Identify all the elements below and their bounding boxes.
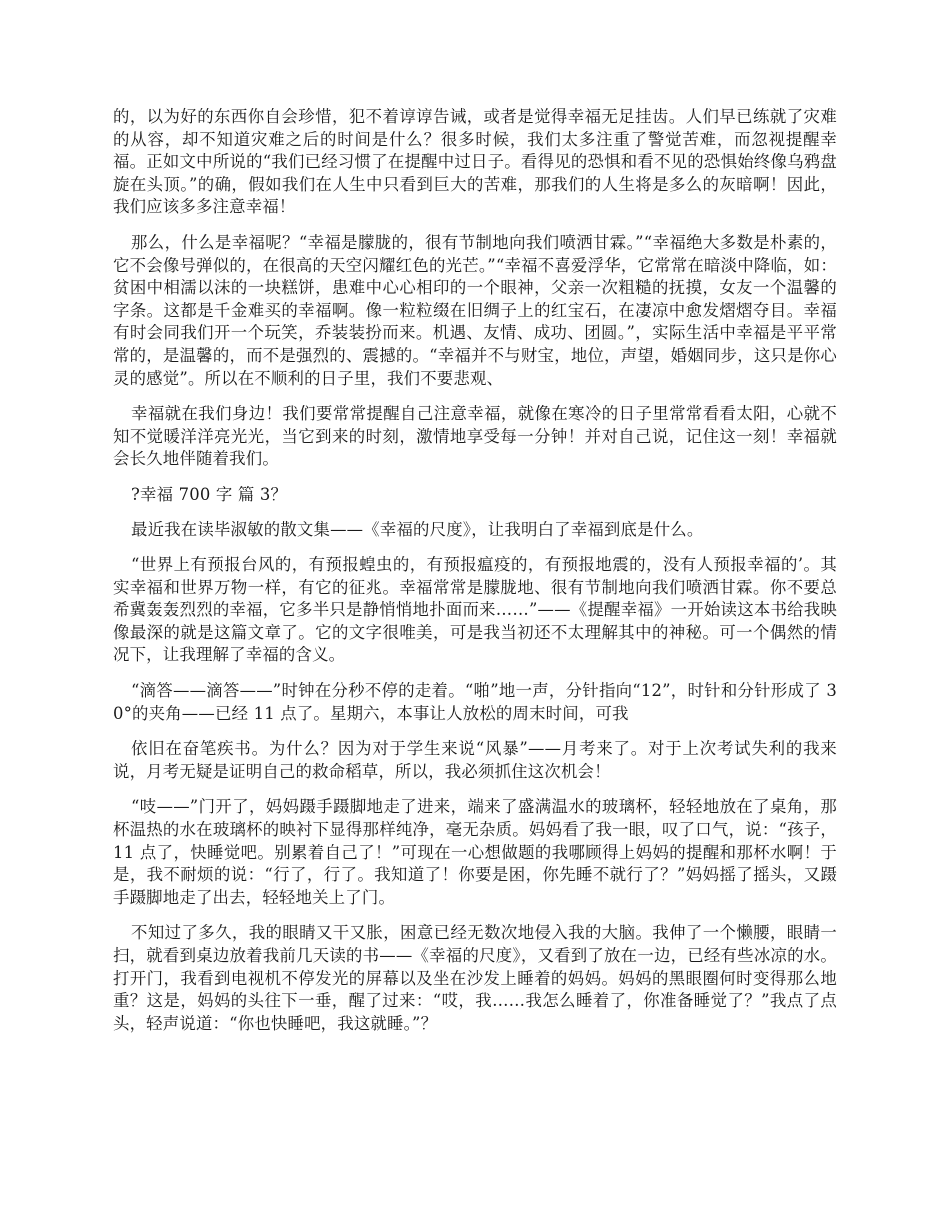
paragraph-8: “吱——”门开了，妈妈蹑手蹑脚地走了进来，端来了盛满温水的玻璃杯，轻轻地放在了桌角，那杯温热的水在玻璃杯的映衬下显得那样纯净，毫无杂质。妈妈看了我一眼，叹了口气，说：“孩子，11 点了，快睡觉吧。别累着自己了！”可现在一心想做题的我哪顾得上妈妈的提醒和那杯水啊！于是，我不耐烦的说：“行了，行了。我知道了！你要是困，你先睡不就行了？”妈妈摇了摇头，又蹑手蹑脚地走了出去，轻轻地关上了门。	[113, 797, 837, 907]
paragraph-2: 那么，什么是幸福呢？“幸福是朦胧的，很有节制地向我们喷洒甘霖。”“幸福绝大多数是朴素的，它不会像号弹似的，在很高的天空闪耀红色的光芒。”“幸福不喜爱浮华，它常常在暗淡中降临，如：贫困中相濡以沫的一块糕饼，患难中心心相印的一个眼神，父亲一次粗糙的抚摸，女友一个温馨的字条。这都是千金难买的幸福啊。像一粒粒缀在旧绸子上的红宝石，在凄凉中愈发熠熠夺目。幸福有时会同我们开一个玩笑，乔装装扮而来。机遇、友情、成功、团圆。”，实际生活中幸福是平平常常的，是温馨的，而不是强烈的、震撼的。“幸福并不与财宝，地位，声望，婚姻同步，这只是你心灵的感觉”。所以在不顺利的日子里，我们不要悲观、	[113, 232, 837, 388]
section-heading: ?幸福 700 字 篇 3？	[131, 484, 288, 504]
paragraph-1: 的，以为好的东西你自会珍惜，犯不着谆谆告诫，或者是觉得幸福无足挂齿。人们早已练就了灾难的从容，却不知道灾难之后的时间是什么？很多时候，我们太多注重了警觉苦难，而忽视提醒幸福。正如文中所说的“我们已经习惯了在提醒中过日子。看得见的恐惧和看不见的恐惧始终像乌鸦盘旋在头顶。”的确，假如我们在人生中只看到巨大的苦难，那我们的人生将是多么的灰暗啊！因此，我们应该多多注意幸福！	[113, 107, 837, 217]
paragraph-6: “滴答——滴答——”时钟在分秒不停的走着。“啪”地一声，分针指向“12”，时针和分针形成了 30°的夹角——已经 11 点了。星期六，本事让人放松的周末时间，可我	[113, 681, 837, 723]
paragraph-9: 不知过了多久，我的眼睛又干又胀，困意已经无数次地侵入我的大脑。我伸了一个懒腰，眼睛一扫，就看到桌边放着我前几天读的书——《幸福的尺度》，又看到了放在一边，已经有些冰凉的水。打开门，我看到电视机不停发光的屏幕以及坐在沙发上睡着的妈妈。妈妈的黑眼圈何时变得那么地重？这是，妈妈的头往下一垂，醒了过来：“哎，我……我怎么睡着了，你准备睡觉了？”我点了点头，轻声说道：“你也快睡吧，我这就睡。”？	[113, 923, 837, 1033]
document-body	[113, 106, 837, 1048]
paragraph-4: 最近我在读毕淑敏的散文集——《幸福的尺度》，让我明白了幸福到底是什么。	[131, 519, 704, 539]
paragraph-3: 幸福就在我们身边！我们要常常提醒自己注意幸福，就像在寒冷的日子里常常看看太阳，心就不知不觉暖洋洋亮光光，当它到来的时刻，激情地享受每一分钟！并对自己说，记住这一刻！幸福就会长久地伴随着我们。	[113, 404, 837, 469]
paragraph-5: “世界上有预报台风的，有预报蝗虫的，有预报瘟疫的，有预报地震的，没有人预报幸福的’。其实幸福和世界万物一样，有它的征兆。幸福常常是朦胧地、很有节制地向我们喷洒甘霖。你不要总希冀轰轰烈烈的幸福，它多半只是静悄悄地扑面而来……”——《提醒幸福》一开始读这本书给我映像最深的就是这篇文章了。它的文字很唯美，可是我当初还不太理解其中的神秘。可一个偶然的情况下，让我理解了幸福的含义。	[113, 555, 837, 665]
paragraph-7: 依旧在奋笔疾书。为什么？因为对于学生来说“风暴”——月考来了。对于上次考试失利的我来说，月考无疑是证明自己的救命稻草，所以，我必须抓住这次机会！	[113, 739, 837, 781]
